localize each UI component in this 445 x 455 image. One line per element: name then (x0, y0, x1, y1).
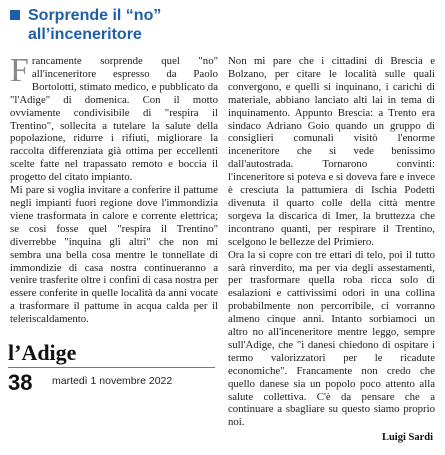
article-title-line-1: Sorprende il “no” (28, 7, 162, 24)
paragraph-4: Ora la si copre con tre ettari di telo, poi il tutto sarà rinverdito, ma per via degli assestamenti, per trasformare quella roba ricca solo di esalazioni e cattivissimi odori in una collina probabilmente non percorribile, ci vorranno almeno cinque anni. Intanto sorbiamoci un altro no all'inceneritore mentre leggo, sempre sull'Adige, che "i danesi chiedono di ospitare i termo valorizzatori per le ricadute economiche". Francamente non credo che quello danese sia un popolo poco attento alla salute collettiva. C'è da pensare che a continuare a sbagliare su questo siamo proprio noi. (228, 248, 435, 429)
article-title-line-2: all’inceneritore (28, 26, 142, 43)
publication-date: martedì 1 novembre 2022 (52, 375, 173, 387)
drop-cap: F (10, 52, 29, 89)
article-header (10, 6, 161, 44)
newspaper-masthead: l’Adige (8, 340, 77, 365)
paragraph-3: Non mi pare che i cittadini di Brescia e Bolzano, per citare le località sulle quali convergono, e quelli si inquinano, i carichi di materiale, abbiano lanciato alti lai in tema di inquinamento. Appunto Brescia: a Trento era sindaco Adriano Goio quando un gruppo di consiglieri comunali visitò l'enorme inceneritore che si vede benissimo dall'autostrada. Tornarono convinti: l'inceneritore si poteva e si doveva fare e invece è cresciuta la pattumiera di Ischia Podetti divenuta il quarto colle della città mentre sorgeva la discarica di Imer, la bruttezza che incontrano quanti, per respirare il Trentino, scelgono le bellezze del Primiero. (228, 55, 435, 248)
author-signature: Luigi Sardi (381, 432, 433, 443)
paragraph-1 (10, 52, 218, 184)
article-title (28, 6, 161, 44)
paragraph-1-text: rancamente sorprende quel "no" all'inceneritore espresso da Paolo Bortolotti, stimato medico, e pubblicato da "l'Adige" di domenica. Con il motto ovviamente condivisibile di "respira il Trentino", sollecita a tutelare la salute della popolazione, ridurre i rifiuti, migliorare la raccolta differenziata già ottima per eccellenti scelte fatte nel trapassato remoto e boccia il progetto del citato impianto. (10, 55, 218, 184)
page-number: 38 (8, 370, 33, 395)
paragraph-2: Mi pare si voglia invitare a conferire il pattume negli impianti fuori regione dove l'immondizia viene trasformata in calore e corrente elettrica; se così fosse quel "respira il Trentino" diverrebbe "inquina gli altri" che non mi sembra una bella cosa mentre le tonnellate di immondizie di casa nostra continueranno a venire trasferite oltre i confini di casa nostra per essere conferite in quelle località da anni vocate a trasformare il pattume in acqua calda per il teleriscaldamento. (10, 184, 218, 326)
article-column-left (10, 52, 218, 326)
masthead-divider (8, 367, 215, 368)
article-column-right (228, 55, 435, 429)
title-bullet-square (10, 10, 20, 20)
